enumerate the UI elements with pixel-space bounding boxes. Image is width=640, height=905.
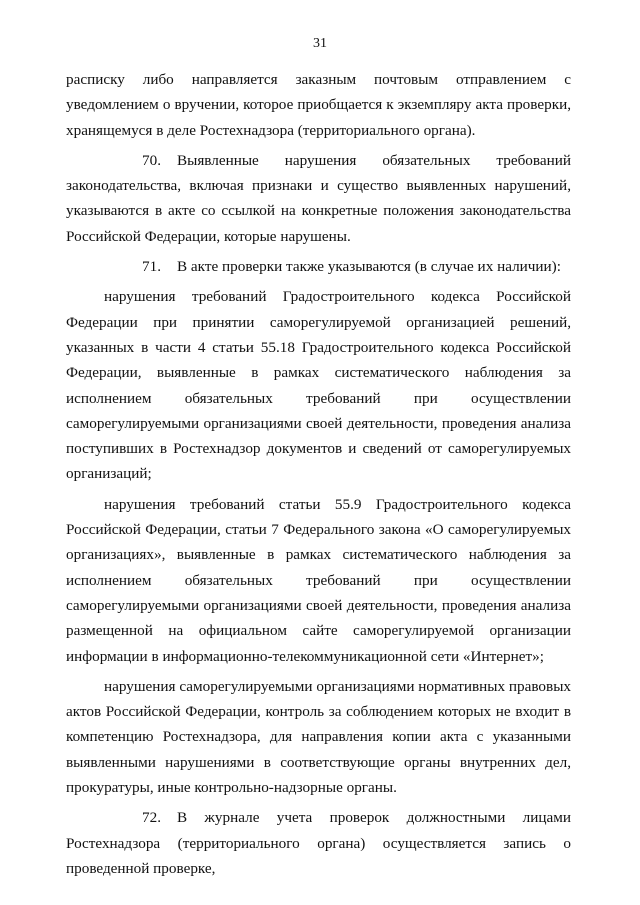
paragraph-item-2 bbox=[66, 492, 571, 669]
paragraph-72 bbox=[66, 805, 571, 881]
paragraph-item-3 bbox=[66, 674, 571, 800]
paragraph-number: 72. bbox=[142, 809, 161, 827]
paragraph-text: В журнале учета проверок должностными лицами Ростехнадзора (территориального органа) осуществляется запись о проведенной проверке, bbox=[66, 809, 571, 877]
paragraph-text: нарушения требований статьи 55.9 Градостроительного кодекса Российской Федерации, статьи 7 Федерального закона «О саморегулируемых организациях», выявленные в рамках систематического наблюдения за исполнением обязательных требований при осуществлении саморегулируемыми организациями своей деятельности, проведения анализа размещенной на официальном сайте саморегулируемой организации информации в информационно-телекоммуникационной сети «Интернет»; bbox=[66, 495, 571, 665]
paragraph-71 bbox=[66, 254, 571, 279]
page-number: 31 bbox=[313, 36, 327, 51]
paragraph-item-1 bbox=[66, 284, 571, 486]
paragraph-text: Выявленные нарушения обязательных требований законодательства, включая признаки и существо выявленных нарушений, указываются в акте со ссылкой на конкретные положения законодательства Российской Федерации, которые нарушены. bbox=[66, 151, 571, 245]
paragraph-text: нарушения требований Градостроительного кодекса Российской Федерации при принятии саморегулируемой организацией решений, указанных в части 4 статьи 55.18 Градостроительного кодекса Российской Федерации, выявленные в рамках систематического наблюдения за исполнением обязательных требований при осуществлении саморегулируемыми организациями своей деятельности, проведения анализа поступивших в Ростехнадзор документов и сведений от саморегулируемых организаций; bbox=[66, 288, 571, 483]
paragraph-number: 70. bbox=[142, 151, 161, 169]
paragraph-continuation bbox=[66, 67, 571, 143]
paragraph-70 bbox=[66, 148, 571, 249]
paragraph-number: 71. bbox=[142, 258, 161, 276]
document-body bbox=[66, 67, 571, 881]
paragraph-text: расписку либо направляется заказным почтовым отправлением с уведомлением о вручении, которое приобщается к экземпляру акта проверки, хранящемуся в деле Ростехнадзора (территориального органа). bbox=[66, 71, 571, 139]
paragraph-text: В акте проверки также указываются (в случае их наличии): bbox=[176, 258, 561, 276]
paragraph-text: нарушения саморегулируемыми организациями нормативных правовых актов Российской Федерации, контроль за соблюдением которых не входит в компетенцию Ростехнадзора, для направления копии акта с указанными выявленными нарушениями в соответствующие органы внутренних дел, прокуратуры, иные контрольно-надзорные органы. bbox=[66, 677, 571, 797]
